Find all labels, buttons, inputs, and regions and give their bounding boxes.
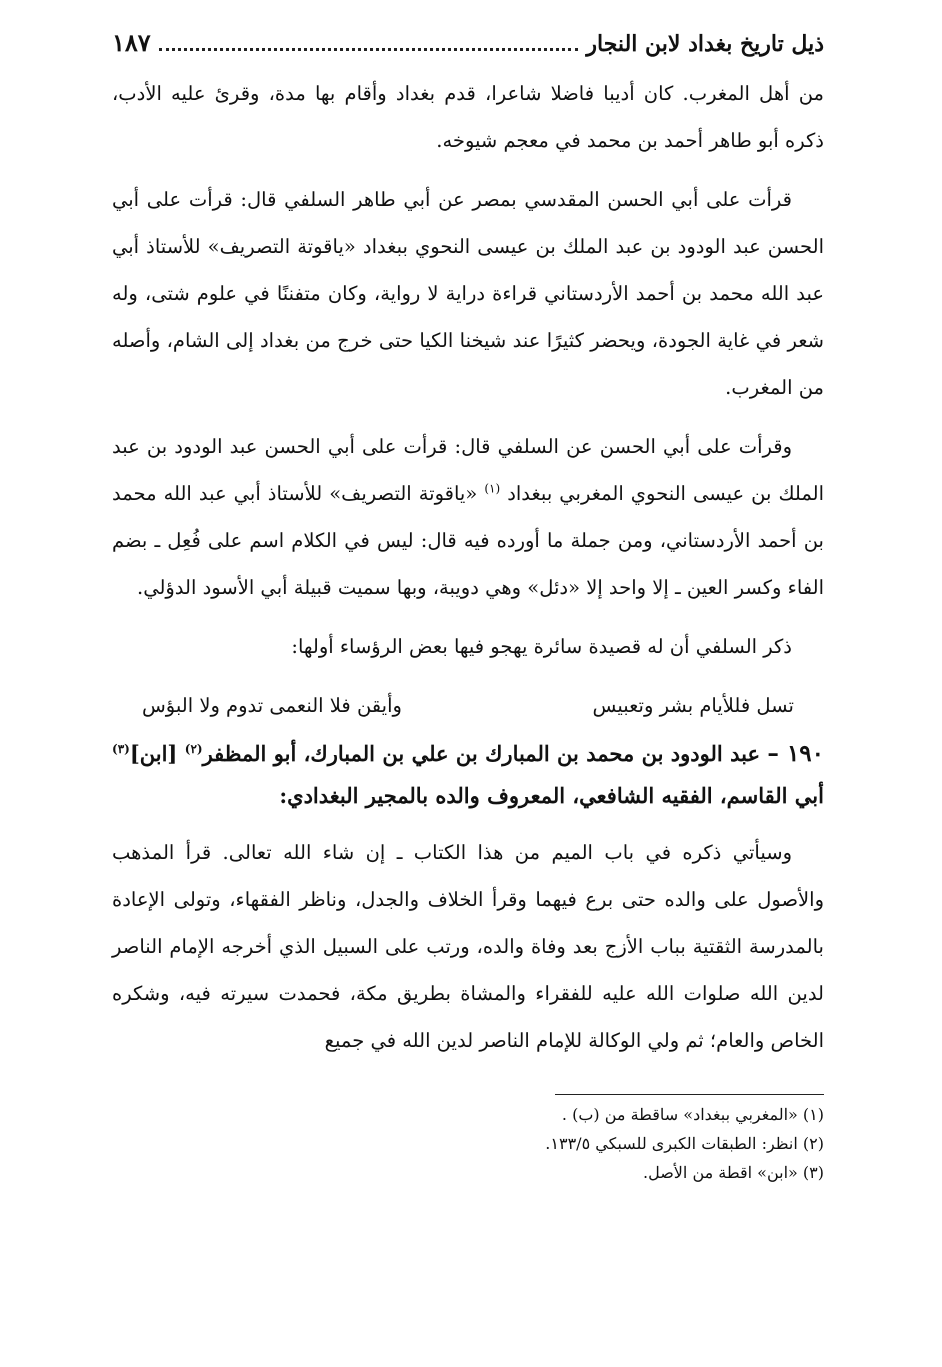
verse-hemistich-1: تسل فللأيام بشر وتعبيس — [592, 694, 794, 717]
paragraph-3-part-a: وقرأت على أبي الحسن عن السلفي قال: قرأت على أبي الحسن عبد الودود بن عبد الملك بن عيسى النحوي المغربي ببغداد — [112, 435, 824, 505]
footnote-2: (٢) انظر: الطبقات الكبرى للسبكي ١٣٣/٥. — [545, 1134, 824, 1153]
poem-verse — [112, 682, 824, 729]
footnote-ref-1: (١) — [484, 481, 501, 496]
footnote-3: (٣) «ابن» اقطة من الأصل. — [643, 1163, 824, 1182]
verse-hemistich-2: وأيقن فلا النعمى تدوم ولا البؤس — [142, 694, 402, 717]
paragraph-4: ذكر السلفي أن له قصيدة سائرة يهجو فيها بعض الرؤساء أولها: — [291, 635, 792, 658]
entry-name: عبد الودود بن محمد بن المبارك بن علي بن المبارك، أبو المظفر — [202, 741, 760, 766]
paragraph-3-part-b: «ياقوتة التصريف» للأستاذ أبي عبد الله محمد بن أحمد الأردستاني، ومن جملة ما أورده فيه قال: ليس في الكلام اسم على فُعِل ـ بضم الفاء وكسر العين ـ إلا واحد إلا «دئل» وهي دويبة، وبها سميت قبيلة أبي الأسود الدؤلي. — [112, 482, 824, 599]
running-header — [112, 28, 824, 62]
paragraph-2: قرأت على أبي الحسن المقدسي بمصر عن أبي طاهر السلفي قال: قرأت على أبي الحسن عبد الودود بن عبد الملك بن عيسى النحوي ببغداد «ياقوتة التصريف» للأستاذ أبي عبد الله محمد بن أحمد الأردستاني قراءة دراية لا رواية، وكان متفننًا في علوم شتى، وله شعر في غاية الجودة، ويحضر كثيرًا عند شيخنا الكيا حتى خرج من بغداد إلى الشام، وأصله من المغرب. — [112, 188, 824, 399]
paragraph-3 — [112, 423, 824, 611]
entry-number: ١٩٠ – — [767, 740, 825, 767]
entry-bracket-word: [ابن] — [129, 741, 178, 766]
paragraph-1: من أهل المغرب. كان أديبا فاضلا شاعرا، قدم بغداد وأقام بها مدة، وقرئ عليه الأدب، ذكره أبو طاهر أحمد بن محمد في معجم شيوخه. — [112, 82, 824, 152]
running-title: ذيل تاريخ بغداد لابن النجار — [586, 31, 824, 57]
page-body — [112, 70, 824, 1076]
page-number: ١٨٧ — [112, 28, 151, 57]
footnotes — [112, 1100, 824, 1187]
leader-dots — [159, 38, 579, 51]
footnote-separator — [555, 1094, 824, 1095]
footnote-1: (١) «المغربي ببغداد» ساقطة من (ب) . — [561, 1105, 824, 1124]
footnote-ref-2: (٢) — [184, 742, 203, 756]
paragraph-5: وسيأتي ذكره في باب الميم من هذا الكتاب ـ إن شاء الله تعالى. قرأ المذهب والأصول على والده حتى برع فيهما وقرأ الخلاف والجدل، وناظر الفقهاء، وتولى الإعادة بالمدرسة الثقتية بباب الأزج بعد وفاة والده، ورتب على السبيل الذي أخرجه الإمام الناصر لدين الله صلوات الله عليه للفقراء والمشاة بطريق مكة، فحمدت سيرته فيه، وشكره الخاص والعام؛ ثم ولي الوكالة للإمام الناصر لدين الله في جميع — [112, 841, 824, 1052]
entry-description: أبي القاسم، الفقيه الشافعي، المعروف والده بالمجير البغدادي: — [279, 783, 824, 808]
footnote-ref-3: (٣) — [112, 742, 130, 756]
entry-heading — [112, 733, 824, 817]
